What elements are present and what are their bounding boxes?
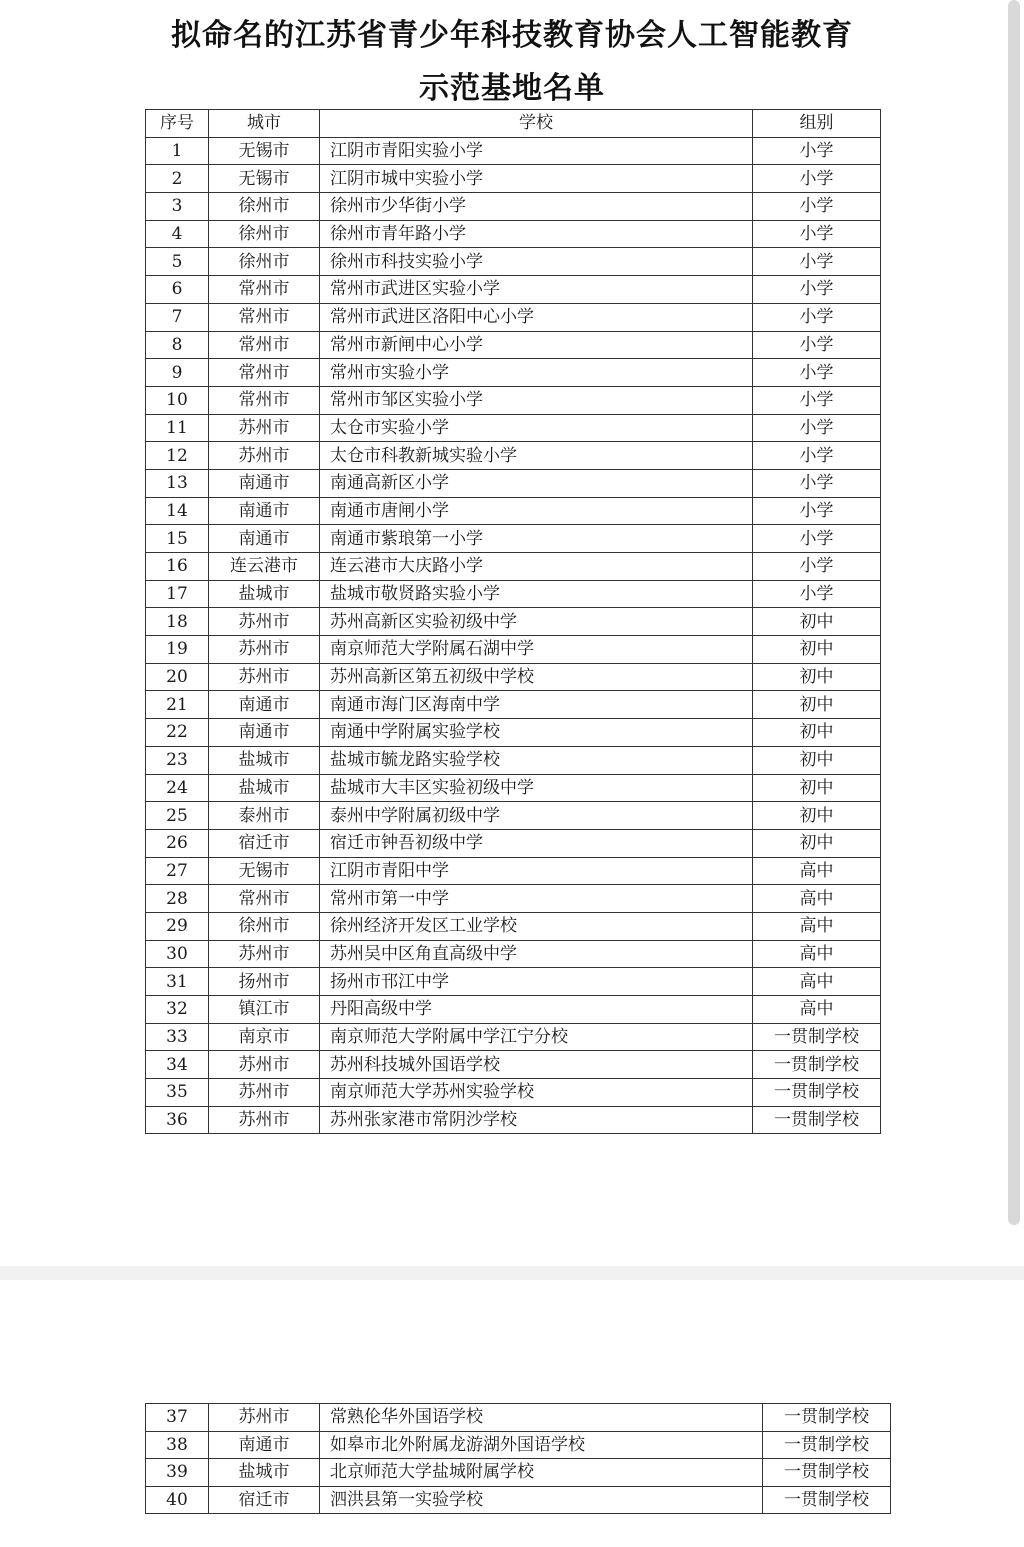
row-school: 泗洪县第一实验学校 [320, 1486, 763, 1514]
row-number: 15 [146, 525, 209, 553]
table-row [146, 580, 881, 608]
table-row [146, 1404, 891, 1432]
row-school: 如皋市北外附属龙游湖外国语学校 [320, 1431, 763, 1459]
row-number: 6 [146, 276, 209, 304]
row-number: 26 [146, 829, 209, 857]
row-school: 北京师范大学盐城附属学校 [320, 1459, 763, 1487]
row-number: 3 [146, 193, 209, 221]
row-group: 小学 [753, 497, 881, 525]
row-group: 小学 [753, 193, 881, 221]
row-number: 19 [146, 636, 209, 664]
row-city: 常州市 [209, 885, 320, 913]
row-school: 丹阳高级中学 [320, 996, 753, 1024]
row-number: 10 [146, 386, 209, 414]
row-group: 高中 [753, 940, 881, 968]
row-city: 连云港市 [209, 553, 320, 581]
row-group: 一贯制学校 [763, 1431, 891, 1459]
row-number: 39 [146, 1459, 209, 1487]
row-number: 35 [146, 1079, 209, 1107]
row-city: 徐州市 [209, 248, 320, 276]
table-row [146, 414, 881, 442]
row-group: 小学 [753, 248, 881, 276]
row-school: 扬州市邗江中学 [320, 968, 753, 996]
row-city: 苏州市 [209, 1404, 320, 1432]
row-city: 南通市 [209, 525, 320, 553]
row-group: 小学 [753, 525, 881, 553]
table-row [146, 1023, 881, 1051]
row-group: 一贯制学校 [753, 1051, 881, 1079]
row-group: 高中 [753, 885, 881, 913]
school-list-table-page-2 [145, 1403, 891, 1514]
table-row [146, 248, 881, 276]
table-row [146, 1051, 881, 1079]
row-city: 盐城市 [209, 1459, 320, 1487]
table-row [146, 137, 881, 165]
table-row [146, 968, 881, 996]
row-school: 徐州市青年路小学 [320, 220, 753, 248]
row-city: 苏州市 [209, 940, 320, 968]
row-group: 初中 [753, 746, 881, 774]
row-number: 28 [146, 885, 209, 913]
row-number: 34 [146, 1051, 209, 1079]
row-group: 初中 [753, 719, 881, 747]
row-school: 盐城市大丰区实验初级中学 [320, 774, 753, 802]
header-city: 城市 [209, 110, 320, 138]
table-row [146, 691, 881, 719]
row-group: 小学 [753, 137, 881, 165]
table-row [146, 802, 881, 830]
row-school: 南京师范大学附属中学江宁分校 [320, 1023, 753, 1051]
row-number: 18 [146, 608, 209, 636]
row-school: 常州市武进区实验小学 [320, 276, 753, 304]
row-school: 南京师范大学苏州实验学校 [320, 1079, 753, 1107]
row-number: 9 [146, 359, 209, 387]
row-number: 12 [146, 442, 209, 470]
row-city: 南通市 [209, 497, 320, 525]
row-group: 小学 [753, 331, 881, 359]
row-school: 南通市海门区海南中学 [320, 691, 753, 719]
table-row [146, 636, 881, 664]
row-group: 初中 [753, 663, 881, 691]
row-number: 32 [146, 996, 209, 1024]
row-group: 小学 [753, 165, 881, 193]
row-school: 连云港市大庆路小学 [320, 553, 753, 581]
row-school: 徐州市少华街小学 [320, 193, 753, 221]
row-group: 一贯制学校 [753, 1023, 881, 1051]
row-school: 苏州吴中区角直高级中学 [320, 940, 753, 968]
row-school: 常州市实验小学 [320, 359, 753, 387]
row-number: 11 [146, 414, 209, 442]
row-number: 23 [146, 746, 209, 774]
row-group: 小学 [753, 276, 881, 304]
table-row [146, 193, 881, 221]
row-city: 苏州市 [209, 636, 320, 664]
row-number: 17 [146, 580, 209, 608]
table-row [146, 857, 881, 885]
school-list-table-page-1 [145, 109, 881, 1134]
table-row [146, 746, 881, 774]
row-school: 常州市武进区洛阳中心小学 [320, 303, 753, 331]
row-number: 40 [146, 1486, 209, 1514]
row-group: 高中 [753, 857, 881, 885]
row-city: 常州市 [209, 276, 320, 304]
row-school: 南通市唐闸小学 [320, 497, 753, 525]
row-number: 7 [146, 303, 209, 331]
row-school: 常州市邹区实验小学 [320, 386, 753, 414]
row-number: 37 [146, 1404, 209, 1432]
page-separator [0, 1266, 1024, 1280]
row-school: 江阴市城中实验小学 [320, 165, 753, 193]
row-group: 小学 [753, 359, 881, 387]
row-number: 13 [146, 469, 209, 497]
row-number: 14 [146, 497, 209, 525]
row-city: 徐州市 [209, 220, 320, 248]
table-row [146, 663, 881, 691]
row-number: 4 [146, 220, 209, 248]
table-row [146, 1106, 881, 1134]
row-number: 29 [146, 912, 209, 940]
row-city: 南通市 [209, 1431, 320, 1459]
row-city: 苏州市 [209, 414, 320, 442]
row-school: 太仓市科教新城实验小学 [320, 442, 753, 470]
table-row [146, 885, 881, 913]
row-group: 小学 [753, 469, 881, 497]
row-school: 苏州高新区实验初级中学 [320, 608, 753, 636]
row-city: 南通市 [209, 469, 320, 497]
row-group: 一贯制学校 [763, 1459, 891, 1487]
row-school: 常州市第一中学 [320, 885, 753, 913]
row-school: 南通市紫琅第一小学 [320, 525, 753, 553]
row-city: 南京市 [209, 1023, 320, 1051]
row-number: 36 [146, 1106, 209, 1134]
row-number: 20 [146, 663, 209, 691]
row-city: 镇江市 [209, 996, 320, 1024]
table-row [146, 1431, 891, 1459]
row-city: 徐州市 [209, 193, 320, 221]
table-row [146, 1486, 891, 1514]
row-number: 16 [146, 553, 209, 581]
row-number: 30 [146, 940, 209, 968]
row-city: 扬州市 [209, 968, 320, 996]
row-city: 常州市 [209, 303, 320, 331]
row-city: 盐城市 [209, 580, 320, 608]
row-school: 南通高新区小学 [320, 469, 753, 497]
row-school: 盐城市毓龙路实验学校 [320, 746, 753, 774]
row-city: 宿迁市 [209, 1486, 320, 1514]
row-school: 南通中学附属实验学校 [320, 719, 753, 747]
row-group: 初中 [753, 829, 881, 857]
row-school: 盐城市敬贤路实验小学 [320, 580, 753, 608]
row-school: 江阴市青阳中学 [320, 857, 753, 885]
row-group: 高中 [753, 912, 881, 940]
row-group: 高中 [753, 996, 881, 1024]
table-row [146, 719, 881, 747]
table-row [146, 497, 881, 525]
row-city: 常州市 [209, 359, 320, 387]
scrollbar[interactable] [1008, 0, 1020, 1225]
row-number: 1 [146, 137, 209, 165]
row-group: 小学 [753, 553, 881, 581]
row-number: 21 [146, 691, 209, 719]
row-number: 27 [146, 857, 209, 885]
table-row [146, 996, 881, 1024]
row-city: 宿迁市 [209, 829, 320, 857]
row-school: 南京师范大学附属石湖中学 [320, 636, 753, 664]
row-group: 高中 [753, 968, 881, 996]
table-row [146, 303, 881, 331]
row-number: 38 [146, 1431, 209, 1459]
table-row [146, 331, 881, 359]
row-city: 常州市 [209, 386, 320, 414]
table-row [146, 165, 881, 193]
row-city: 无锡市 [209, 165, 320, 193]
row-school: 徐州市科技实验小学 [320, 248, 753, 276]
row-school: 常州市新闸中心小学 [320, 331, 753, 359]
row-number: 2 [146, 165, 209, 193]
row-number: 33 [146, 1023, 209, 1051]
row-group: 小学 [753, 580, 881, 608]
row-city: 盐城市 [209, 774, 320, 802]
row-school: 宿迁市钟吾初级中学 [320, 829, 753, 857]
table-row [146, 469, 881, 497]
table-row [146, 1079, 881, 1107]
row-city: 苏州市 [209, 663, 320, 691]
table-row [146, 386, 881, 414]
row-city: 常州市 [209, 331, 320, 359]
row-number: 24 [146, 774, 209, 802]
row-school: 江阴市青阳实验小学 [320, 137, 753, 165]
table-row [146, 940, 881, 968]
row-city: 南通市 [209, 719, 320, 747]
table-row [146, 1459, 891, 1487]
table-row [146, 442, 881, 470]
row-group: 初中 [753, 636, 881, 664]
document-title-line-2: 示范基地名单 [419, 71, 605, 106]
row-group: 初中 [753, 802, 881, 830]
row-school: 苏州科技城外国语学校 [320, 1051, 753, 1079]
row-school: 徐州经济开发区工业学校 [320, 912, 753, 940]
row-number: 5 [146, 248, 209, 276]
row-city: 徐州市 [209, 912, 320, 940]
row-group: 小学 [753, 386, 881, 414]
row-group: 小学 [753, 442, 881, 470]
row-school: 常熟伦华外国语学校 [320, 1404, 763, 1432]
row-group: 一贯制学校 [763, 1404, 891, 1432]
table-row [146, 608, 881, 636]
document-title-line-1: 拟命名的江苏省青少年科技教育协会人工智能教育 [171, 18, 853, 53]
row-group: 一贯制学校 [753, 1079, 881, 1107]
table-row [146, 359, 881, 387]
row-city: 盐城市 [209, 746, 320, 774]
row-city: 苏州市 [209, 608, 320, 636]
row-school: 苏州高新区第五初级中学校 [320, 663, 753, 691]
table-row [146, 829, 881, 857]
row-city: 苏州市 [209, 1079, 320, 1107]
row-number: 31 [146, 968, 209, 996]
row-city: 无锡市 [209, 137, 320, 165]
row-group: 一贯制学校 [753, 1106, 881, 1134]
row-group: 初中 [753, 608, 881, 636]
row-group: 小学 [753, 220, 881, 248]
row-school: 苏州张家港市常阴沙学校 [320, 1106, 753, 1134]
header-number: 序号 [146, 110, 209, 138]
row-group: 小学 [753, 303, 881, 331]
row-group: 小学 [753, 414, 881, 442]
table-row [146, 276, 881, 304]
row-school: 太仓市实验小学 [320, 414, 753, 442]
row-city: 泰州市 [209, 802, 320, 830]
row-number: 25 [146, 802, 209, 830]
row-group: 初中 [753, 774, 881, 802]
header-school: 学校 [320, 110, 753, 138]
row-city: 苏州市 [209, 442, 320, 470]
row-city: 无锡市 [209, 857, 320, 885]
table-row [146, 912, 881, 940]
row-group: 初中 [753, 691, 881, 719]
row-city: 南通市 [209, 691, 320, 719]
table-row [146, 774, 881, 802]
table-row [146, 220, 881, 248]
header-group: 组别 [753, 110, 881, 138]
row-city: 苏州市 [209, 1051, 320, 1079]
row-number: 8 [146, 331, 209, 359]
table-row [146, 525, 881, 553]
row-number: 22 [146, 719, 209, 747]
row-city: 苏州市 [209, 1106, 320, 1134]
row-school: 泰州中学附属初级中学 [320, 802, 753, 830]
table-row [146, 553, 881, 581]
row-group: 一贯制学校 [763, 1486, 891, 1514]
table-header-row [146, 110, 881, 138]
